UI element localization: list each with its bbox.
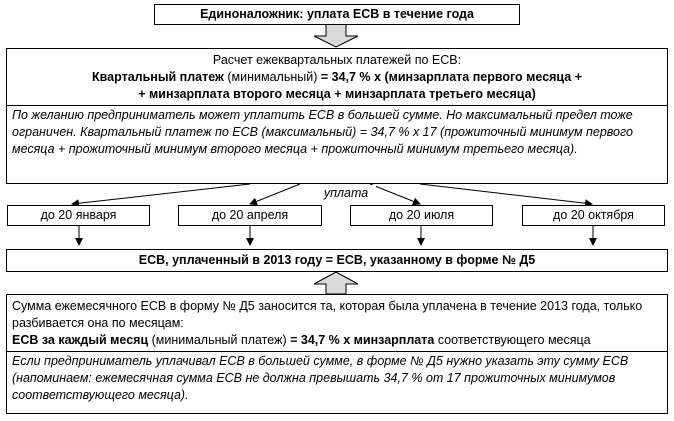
deadline-january [7, 205, 150, 226]
calc-note: По желанию предприниматель может уплатить ЕСВ в большей сумме. Но максимальный предел тоже ограничен. Квартальный платеж по ЕСВ (максимальный) = 34,7 % х 17 (прожиточный минимум первого месяца + прожиточный минимум второго месяца + прожиточный минимум третьего месяца). [12, 108, 633, 156]
calc-formula-line2: + минзарплата второго месяца + минзарплата третьего месяца) [138, 87, 536, 101]
deadline-october-label: до 20 октября [553, 208, 634, 222]
deadline-april [178, 205, 322, 226]
arrow-to-october [420, 184, 592, 204]
calc-formula-rest: = 34,7 % х (минзарплата первого месяца + [320, 70, 582, 84]
monthly-formula-bold1: ЕСВ за каждый месяц [12, 333, 149, 347]
monthly-text: Сумма ежемесячного ЕСВ в форму № Д5 заносится та, которая была уплачена в течение 2013 года, только разбивается она по месяцам: [12, 299, 643, 330]
arrow-to-july [370, 184, 420, 204]
deadline-october [522, 205, 665, 226]
calc-formula-label: Квартальный платеж [92, 70, 224, 84]
monthly-formula-tail: соответствующего месяца [437, 333, 591, 347]
result-box [6, 249, 668, 272]
up-block-arrow [314, 272, 358, 294]
calc-heading: Расчет ежеквартальных платежей по ЕСВ: [212, 53, 462, 67]
monthly-formula-paren: (минимальный платеж) [151, 333, 287, 347]
monthly-note: Если предприниматель уплачивал ЕСВ в большей сумме, в форме № Д5 нужно указать эту сумму ЕСВ (напоминаем: ежемесячная сумма ЕСВ не должна превышать 34,7 % от 17 прожиточных минимумов соответствующего месяца). [12, 354, 629, 402]
deadline-january-label: до 20 января [40, 208, 117, 222]
calc-formula-paren: (минимальный) [227, 70, 318, 84]
monthly-formula [12, 332, 662, 349]
monthly-divider [7, 351, 667, 352]
monthly-formula-bold2: = 34,7 % х минзарплата [290, 333, 435, 347]
deadline-july [350, 205, 493, 226]
page-title: Единоналожник: уплата ЕСВ в течение года [200, 7, 474, 21]
title-box [154, 4, 520, 25]
result-text: ЕСВ, уплаченный в 2013 году = ЕСВ, указанному в форме № Д5 [138, 253, 536, 267]
calc-formula-line1 [7, 69, 667, 86]
deadline-april-label: до 20 апреля [211, 208, 289, 222]
arrow-to-april [250, 184, 300, 204]
down-block-arrow [314, 24, 358, 47]
calc-divider [7, 105, 667, 106]
deadline-july-label: до 20 июля [388, 208, 455, 222]
arrow-to-january [72, 184, 250, 204]
payment-label: уплата [316, 185, 376, 202]
calc-box [6, 48, 668, 184]
monthly-box [6, 294, 668, 414]
